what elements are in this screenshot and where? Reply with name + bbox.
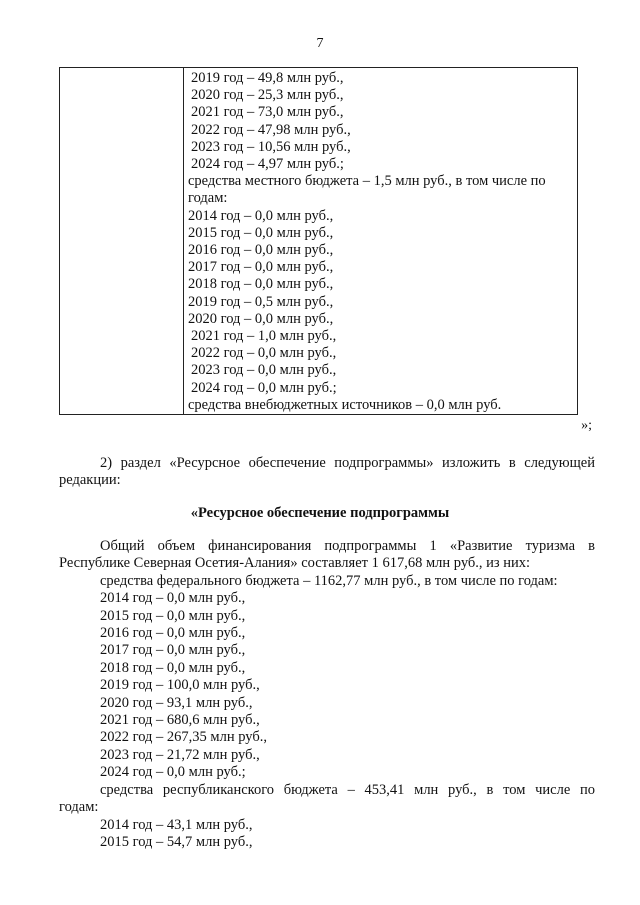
section-paragraph-line: редакции: [59,472,121,488]
table-line: 2024 год – 4,97 млн руб.; [191,156,344,173]
year-line: 2015 год – 0,0 млн руб., [100,607,246,624]
table-right-cell [184,68,578,415]
year-line: 2017 год – 0,0 млн руб., [100,642,246,659]
table-line: средства местного бюджета – 1,5 млн руб., в том числе по [188,173,546,190]
year-line: 2024 год – 0,0 млн руб.; [100,764,246,781]
closing-quote: »; [581,418,592,433]
year-line: 2020 год – 93,1 млн руб., [100,694,253,711]
page-number: 7 [316,36,324,51]
table-line: 2021 год – 1,0 млн руб., [191,328,337,345]
intro-line: Республике Северная Осетия-Алания» составляет 1 617,68 млн руб., из них: [59,555,531,572]
table-line: 2020 год – 25,3 млн руб., [191,87,344,104]
table-line: 2018 год – 0,0 млн руб., [188,276,334,293]
table-line: 2017 год – 0,0 млн руб., [188,259,334,276]
republic-line: средства республиканского бюджета – 453,41 млн руб., в том числе по [100,781,595,798]
federal-line: средства федерального бюджета – 1162,77 млн руб., в том числе по годам: [100,572,558,589]
table-line: 2021 год – 73,0 млн руб., [191,104,344,121]
year-line: 2019 год – 100,0 млн руб., [100,677,260,694]
table-line: 2022 год – 47,98 млн руб., [191,121,351,138]
body-text [59,538,595,851]
table-line: 2019 год – 49,8 млн руб., [191,70,344,86]
table-line: 2022 год – 0,0 млн руб., [191,345,337,362]
year-line: 2014 год – 0,0 млн руб., [100,590,246,607]
year-line: 2022 год – 267,35 млн руб., [100,729,267,746]
table-line: 2019 год – 0,5 млн руб., [188,293,334,310]
year-line: 2023 год – 21,72 млн руб., [100,746,260,763]
section-paragraph-line: 2) раздел «Ресурсное обеспечение подпрограммы» изложить в следующей [100,455,595,471]
section-heading: «Ресурсное обеспечение подпрограммы [190,505,450,521]
table-line: 2016 год – 0,0 млн руб., [188,242,334,259]
table-line: 2023 год – 0,0 млн руб., [191,362,337,379]
table-line: 2023 год – 10,56 млн руб., [191,138,351,155]
year-line: 2016 год – 0,0 млн руб., [100,625,246,642]
table-line: годам: [188,190,228,207]
intro-line: Общий объем финансирования подпрограммы 1 «Развитие туризма в [100,538,595,554]
table-line: 2014 год – 0,0 млн руб., [188,207,334,224]
table-line: средства внебюджетных источников – 0,0 млн руб. [188,396,502,413]
table-left-cell [60,68,184,415]
year-line: 2018 год – 0,0 млн руб., [100,659,246,676]
table-line: 2020 год – 0,0 млн руб., [188,310,334,327]
budget-table [59,67,578,415]
year-line: 2021 год – 680,6 млн руб., [100,712,260,729]
table-line: 2024 год – 0,0 млн руб.; [191,379,337,396]
table-line: 2015 год – 0,0 млн руб., [188,224,334,241]
year-line: 2015 год – 54,7 млн руб., [100,833,253,850]
year-line: 2014 год – 43,1 млн руб., [100,816,253,833]
republic-line: годам: [59,799,99,816]
